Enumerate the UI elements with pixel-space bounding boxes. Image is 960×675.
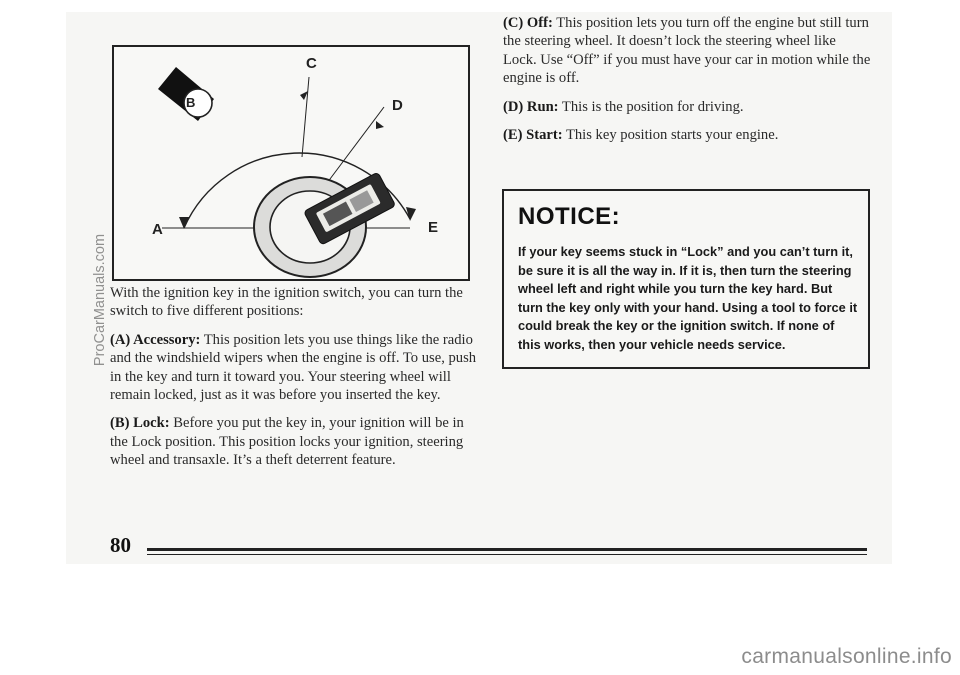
lock-term: (B) Lock: xyxy=(110,415,170,432)
leader-c xyxy=(302,77,309,157)
bottom-watermark: carmanualsonline.info xyxy=(741,645,952,668)
label-c: C xyxy=(306,55,317,72)
lock-paragraph xyxy=(110,414,480,469)
accessory-text: This position lets you use things like the radio and the windshield wipers when the engine is off. To use, push in the key and turn it toward you. Your steering wheel will remain locked, just as it was before you inserted the key. xyxy=(110,331,477,404)
run-paragraph xyxy=(503,98,873,116)
label-d: D xyxy=(392,97,403,114)
label-e: E xyxy=(428,219,439,236)
off-paragraph xyxy=(503,14,873,88)
vertical-watermark: ProCarManuals.com xyxy=(92,233,108,367)
notice-text: If your key seems stuck in “Lock” and you can’t turn it, be sure it is all the way in. If it is, then turn the steering wheel left and right while you turn the key hard. But turn the key only with your hand. Using a tool to force it could break the key or the ignition switch. If none of this works, then your vehicle needs service. xyxy=(518,244,858,352)
off-text: This position lets you turn off the engine but still turn the steering wheel. It doesn’t lock the steering wheel like Lock. Use “Off” if you must have your car in motion while the engine is off. xyxy=(503,15,871,87)
ignition-switch-figure xyxy=(112,45,470,281)
accessory-term: (A) Accessory: xyxy=(110,331,201,348)
page-number: 80 xyxy=(110,533,131,557)
footer-rule-thick xyxy=(147,548,867,551)
start-paragraph xyxy=(503,126,873,144)
lock-text: Before you put the key in, your ignition will be in the Lock position. This position locks your ignition, steering wheel and transaxle. It’s a theft deterrent feature. xyxy=(110,415,464,469)
left-column xyxy=(110,284,480,480)
ignition-diagram xyxy=(114,47,468,279)
footer-rule-thin xyxy=(147,554,867,555)
start-text: This key position starts your engine. xyxy=(562,127,779,144)
label-b: B xyxy=(186,95,196,110)
right-column xyxy=(503,14,873,154)
tick-d xyxy=(376,121,384,129)
notice-box xyxy=(502,189,870,369)
run-text: This is the position for driving. xyxy=(558,98,744,115)
notice-title: NOTICE: xyxy=(518,203,621,230)
accessory-paragraph xyxy=(110,331,480,405)
off-term: (C) Off: xyxy=(503,15,553,31)
run-term: (D) Run: xyxy=(503,98,559,115)
label-a: A xyxy=(152,221,163,238)
start-term: (E) Start: xyxy=(503,127,563,144)
intro-paragraph: With the ignition key in the ignition switch, you can turn the switch to five different positions: xyxy=(110,285,463,320)
arrowhead-a xyxy=(179,217,189,229)
